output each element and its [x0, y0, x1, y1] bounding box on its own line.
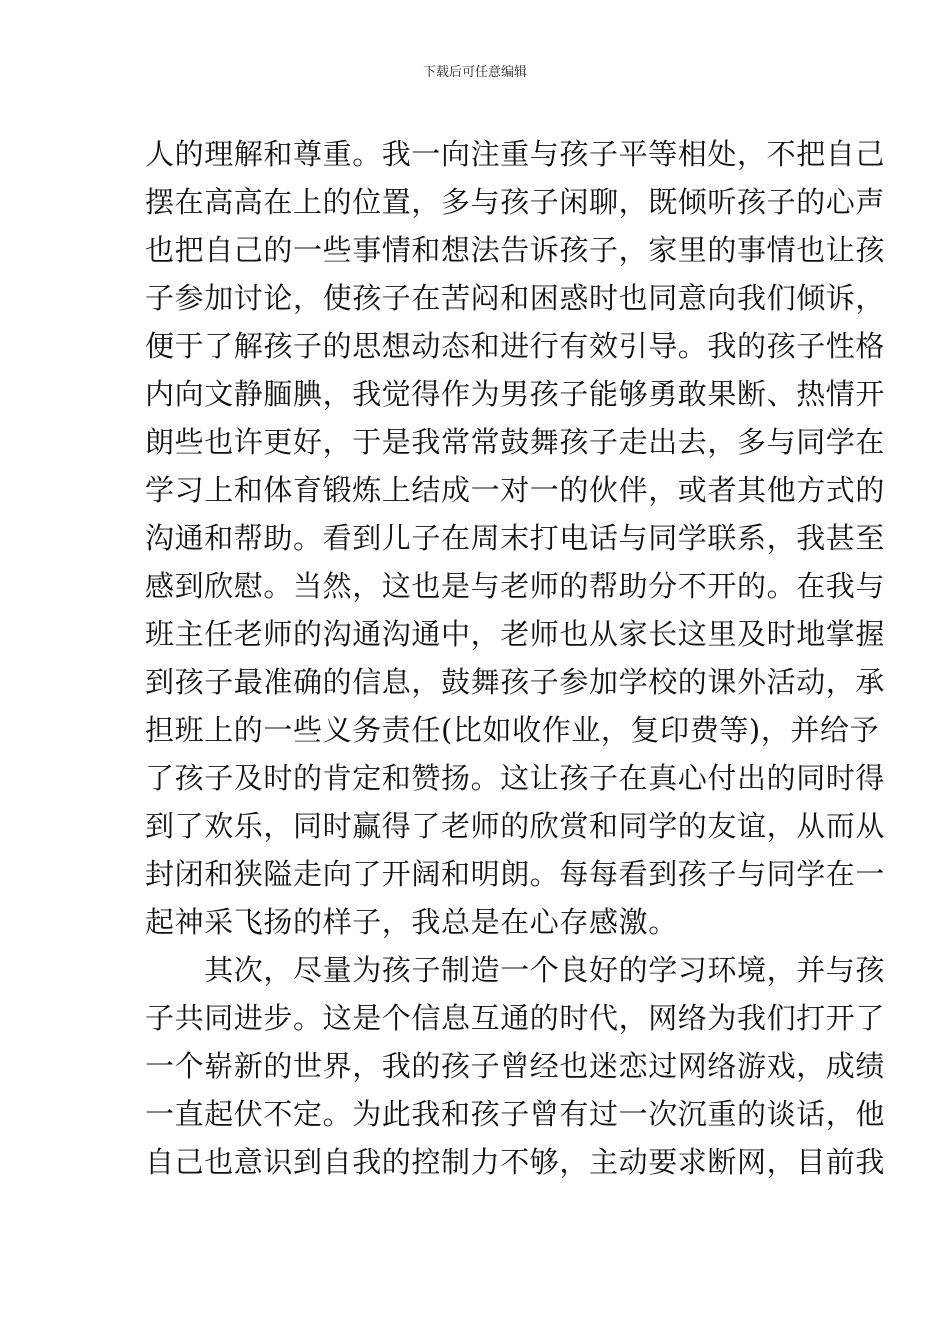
text-line: 封闭和狭隘走向了开阔和明朗。每每看到孩子与同学在一 — [145, 857, 886, 891]
text-line: 也把自己的一些事情和想法告诉孩子，家里的事情也让孩 — [145, 233, 886, 267]
text-line: 其次，尽量为孩子制造一个良好的学习环境，并与孩 — [145, 953, 886, 987]
text-line: 到了欢乐，同时赢得了老师的欣赏和同学的友谊，从而从 — [145, 809, 886, 843]
text-line: 一直起伏不定。为此我和孩子曾有过一次沉重的谈话，他 — [145, 1097, 886, 1131]
text-line: 担班上的一些义务责任(比如收作业，复印费等)，并给予 — [145, 713, 880, 747]
text-line: 人的理解和尊重。我一向注重与孩子平等相处，不把自己 — [145, 137, 886, 171]
text-line: 一个崭新的世界，我的孩子曾经也迷恋过网络游戏，成绩 — [145, 1049, 886, 1083]
text-line: 起神采飞扬的样子，我总是在心存感激。 — [145, 905, 678, 939]
text-line: 便于了解孩子的思想动态和进行有效引导。我的孩子性格 — [145, 329, 886, 363]
text-line: 感到欣慰。当然，这也是与老师的帮助分不开的。在我与 — [145, 569, 886, 603]
text-line: 内向文静腼腆，我觉得作为男孩子能够勇敢果断、热情开 — [145, 377, 886, 411]
page-header: 下载后可任意编辑 — [422, 65, 527, 80]
text-line: 学习上和体育锻炼上结成一对一的伙伴，或者其他方式的 — [145, 473, 886, 507]
text-line: 自己也意识到自我的控制力不够，主动要求断网，目前我 — [145, 1145, 886, 1179]
text-line: 到孩子最准确的信息，鼓舞孩子参加学校的课外活动，承 — [145, 665, 886, 699]
text-line: 子参加讨论，使孩子在苦闷和困惑时也同意向我们倾诉， — [145, 281, 886, 315]
text-line: 朗些也许更好，于是我常常鼓舞孩子走出去，多与同学在 — [145, 425, 886, 459]
text-line: 了孩子及时的肯定和赞扬。这让孩子在真心付出的同时得 — [145, 761, 886, 795]
text-line: 子共同进步。这是个信息互通的时代，网络为我们打开了 — [145, 1001, 886, 1035]
document-body — [145, 130, 886, 1186]
text-line: 班主任老师的沟通沟通中，老师也从家长这里及时地掌握 — [145, 617, 886, 651]
text-line: 沟通和帮助。看到儿子在周末打电话与同学联系，我甚至 — [145, 521, 886, 555]
text-line: 摆在高高在上的位置，多与孩子闲聊，既倾听孩子的心声 — [145, 185, 886, 219]
